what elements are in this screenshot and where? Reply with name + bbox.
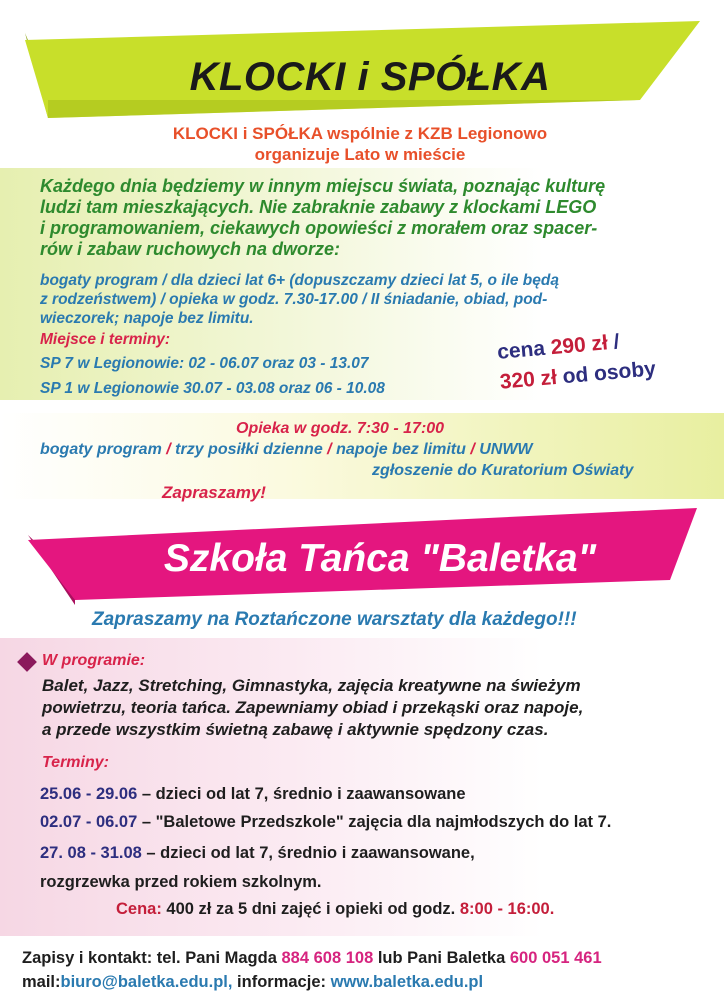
term-sp1: SP 1 w Legionowie 30.07 - 03.08 oraz 06 - 10.08 (40, 380, 385, 397)
term-sp7: SP 7 w Legionowie: 02 - 06.07 oraz 03 - 13.07 (40, 355, 369, 372)
klocki-subtitle: KLOCKI i SPÓŁKA wspólnie z KZB Legionowo organizuje Lato w mieście (172, 124, 548, 164)
phone-link[interactable]: 884 608 108 (281, 949, 374, 967)
term-row: 25.06 - 29.06 – dzieci od lat 7, średnio i zaawansowane (40, 785, 466, 803)
term-row: 02.07 - 06.07 – "Baletowe Przedszkole" zajęcia dla najmłodszych do lat 7. (40, 813, 612, 831)
klocki-program: bogaty program / dla dzieci lat 6+ (dopuszczamy dzieci lat 5, o ile będą z rodzeństwem) / opieka w godz. 7.30-17.00 / II śniadanie, obiad, pod- wieczorek; napoje bez limitu. (40, 272, 559, 327)
places-label: Miejsce i terminy: (40, 331, 171, 348)
workshops-heading: Zapraszamy na Roztańczone warsztaty dla każdego!!! (92, 609, 577, 630)
phone-link[interactable]: 600 051 461 (509, 949, 602, 967)
klocki-price: cena 290 zł / 320 zł od osoby (496, 330, 657, 394)
email-link[interactable]: biuro@baletka.edu.pl, (60, 973, 233, 991)
contact-line: Zapisy i kontakt: tel. Pani Magda 884 608 108 lub Pani Baletka 600 051 461 (22, 949, 602, 967)
features-line: bogaty program / trzy posiłki dzienne / napoje bez limitu / UNWW (40, 441, 533, 458)
website-link[interactable]: www.baletka.edu.pl (330, 973, 484, 991)
baletka-title: Szkoła Tańca "Baletka" (163, 537, 597, 580)
mail-line: mail:biuro@baletka.edu.pl, informacje: www.baletka.edu.pl (22, 973, 484, 991)
invite-text: Zapraszamy! (162, 483, 266, 502)
baletka-program: Balet, Jazz, Stretching, Gimnastyka, zajęcia kreatywne na świeżym powietrzu, teoria tańca. Zapewniamy obiad i przekąski oraz napoje, a przede wszystkim świetną zabawę i aktywnie spędzony czas. (42, 676, 584, 739)
term-row: 27. 08 - 31.08 – dzieci od lat 7, średnio i zaawansowane, (40, 844, 475, 862)
terms-label: Terminy: (42, 754, 109, 771)
term-row: rozgrzewka przed rokiem szkolnym. (40, 873, 322, 891)
klocki-title: KLOCKI i SPÓŁKA (189, 55, 551, 99)
klocki-intro: Każdego dnia będziemy w innym miejscu świata, poznając kulturę ludzi tam mieszkających. Nie zabraknie zabawy z klockami LEGO i programowaniem, ciekawych opowieści z morałem oraz spacer- rów i zabaw ruchowych na dworze: (40, 176, 606, 259)
baletka-price: Cena: 400 zł za 5 dni zajęć i opieki od godz. 8:00 - 16:00. (116, 900, 555, 918)
registration-note: zgłoszenie do Kuratorium Oświaty (372, 462, 634, 479)
care-hours: Opieka w godz. 7:30 - 17:00 (236, 420, 445, 437)
program-label: W programie: (42, 652, 146, 669)
